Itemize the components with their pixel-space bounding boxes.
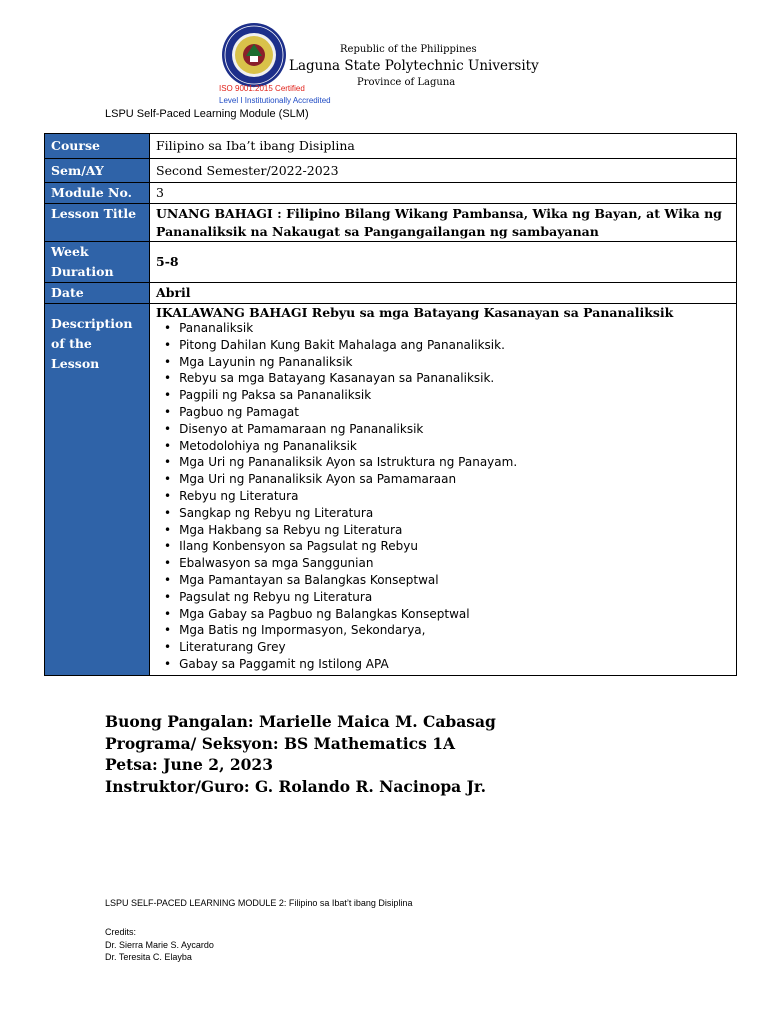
- student-name: Buong Pangalan: Marielle Maica M. Cabasag: [105, 712, 496, 731]
- course-row: [45, 134, 737, 159]
- iso-certification-text: ISO 9001:2015 Certified: [219, 84, 305, 93]
- list-item: • Rebyu sa mga Batayang Kasanayan sa Pananaliksik.: [164, 370, 730, 387]
- week-label: Week Duration: [45, 242, 150, 283]
- list-item: • Pitong Dahilan Kung Bakit Mahalaga ang Pananaliksik.: [164, 337, 730, 354]
- list-item: • Pagsulat ng Rebyu ng Literatura: [164, 589, 730, 606]
- list-item: • Mga Hakbang sa Rebyu ng Literatura: [164, 522, 730, 539]
- credits-label: Credits:: [105, 927, 137, 937]
- sem-value: Second Semester/2022-2023: [150, 159, 737, 183]
- list-item: • Pagpili ng Paksa sa Pananaliksik: [164, 387, 730, 404]
- course-value: Filipino sa Iba’t ibang Disiplina: [150, 134, 737, 159]
- lesson-row: [45, 204, 737, 242]
- province-heading: Province of Laguna: [357, 77, 456, 88]
- credits-block: [105, 926, 214, 964]
- list-item: • Mga Layunin ng Pananaliksik: [164, 354, 730, 371]
- module-info-table: [44, 133, 737, 676]
- date-value: Abril: [150, 283, 737, 304]
- description-heading: IKALAWANG BAHAGI Rebyu sa mga Batayang Kasanayan sa Pananaliksik: [156, 305, 674, 320]
- module-value: 3: [150, 183, 737, 204]
- lesson-value: UNANG BAHAGI : Filipino Bilang Wikang Pambansa, Wika ng Bayan, at Wika ng Pananaliksik na Nakaugat sa Pangangailangan ng sambayanan: [150, 204, 737, 242]
- list-item: • Pananaliksik: [164, 320, 730, 337]
- sem-label: Sem/AY: [45, 159, 150, 183]
- list-item: • Ilang Konbensyon sa Pagsulat ng Rebyu: [164, 538, 730, 555]
- description-label: Description of the Lesson: [45, 304, 150, 676]
- sem-row: [45, 159, 737, 183]
- description-row: [45, 304, 737, 676]
- accreditation-text: Level I Institutionally Accredited: [219, 96, 331, 105]
- module-label: Module No.: [45, 183, 150, 204]
- week-row: [45, 242, 737, 283]
- lesson-label: Lesson Title: [45, 204, 150, 242]
- list-item: • Mga Gabay sa Pagbuo ng Balangkas Konseptwal: [164, 606, 730, 623]
- date-row: [45, 283, 737, 304]
- submission-date: Petsa: June 2, 2023: [105, 755, 273, 774]
- list-item: • Literaturang Grey: [164, 639, 730, 656]
- slm-title: LSPU Self-Paced Learning Module (SLM): [105, 108, 309, 120]
- description-cell: [150, 304, 737, 676]
- credit-name: Dr. Sierra Marie S. Aycardo: [105, 939, 214, 950]
- instructor-name: Instruktor/Guro: G. Rolando R. Nacinopa Jr.: [105, 776, 487, 796]
- list-item: • Sangkap ng Rebyu ng Literatura: [164, 505, 730, 522]
- list-item: • Ebalwasyon sa mga Sanggunian: [164, 555, 730, 572]
- module-row: [45, 183, 737, 204]
- list-item: • Mga Uri ng Pananaliksik Ayon sa Istruktura ng Panayam.: [164, 454, 730, 471]
- list-item: • Rebyu ng Literatura: [164, 488, 730, 505]
- credit-name: Dr. Teresita C. Elayba: [105, 952, 192, 962]
- list-item: • Mga Uri ng Pananaliksik Ayon sa Pamamaraan: [164, 471, 730, 488]
- list-item: • Gabay sa Paggamit ng Istilong APA: [164, 656, 730, 673]
- list-item: • Metodolohiya ng Pananaliksik: [164, 438, 730, 455]
- date-label: Date: [45, 283, 150, 304]
- list-item: • Mga Batis ng Impormasyon, Sekondarya,: [164, 622, 730, 639]
- student-info-block: [105, 711, 496, 797]
- republic-heading: Republic of the Philippines: [340, 44, 477, 55]
- week-value: 5-8: [150, 242, 737, 283]
- topic-list: [156, 320, 730, 673]
- student-program: Programa/ Seksyon: BS Mathematics 1A: [105, 733, 456, 753]
- list-item: • Pagbuo ng Pamagat: [164, 404, 730, 421]
- university-seal-logo: [221, 22, 287, 88]
- course-label: Course: [45, 134, 150, 159]
- footer-module-line: LSPU SELF-PACED LEARNING MODULE 2: Filipino sa Ibat’t ibang Disiplina: [105, 898, 413, 908]
- list-item: • Disenyo at Pamamaraan ng Pananaliksik: [164, 421, 730, 438]
- university-name: Laguna State Polytechnic University: [289, 58, 539, 74]
- list-item: • Mga Pamantayan sa Balangkas Konseptwal: [164, 572, 730, 589]
